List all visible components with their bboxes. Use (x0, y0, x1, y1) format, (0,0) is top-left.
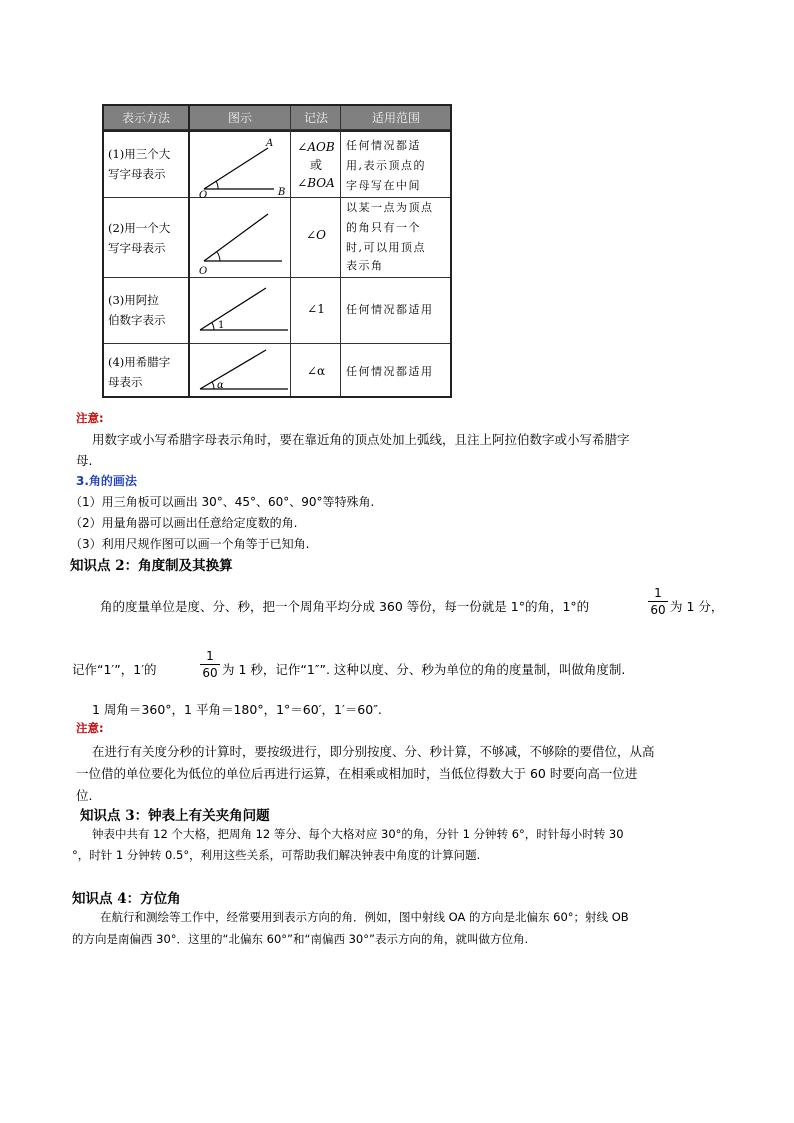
fraction-1-60: 1 60 (648, 586, 668, 617)
angle-aob-diagram (192, 132, 292, 198)
table-row (104, 344, 450, 398)
header-diagram: 图示 (227, 111, 252, 125)
scope-line: 任何情况都适 (346, 139, 421, 152)
notation-aob: ∠AOB 或 ∠BOA (297, 140, 335, 190)
paragraph-text: 为 1 秒，记作“1″”. 这种以度、分、秒为单位的角的度量制，叫做角度制. (222, 662, 626, 677)
label-o: O (199, 190, 208, 198)
label-a: A (266, 138, 274, 149)
paragraph-text: °，时针 1 分钟转 0.5°，利用这些关系，可帮助我们解决钟表中角度的计算问题. (72, 848, 481, 862)
note-title: 注意: (76, 411, 104, 425)
label-1: 1 (218, 320, 225, 331)
paragraph-text: 角的度量单位是度、分、秒，把一个周角平均分成 360 等份，每一份就是 1°的角，1°的 (100, 599, 590, 614)
section-heading: 知识点 3：钟表上有关夹角问题 (80, 808, 270, 824)
section-heading: 知识点 4：方位角 (72, 891, 181, 907)
fraction-1-60: 1 60 (200, 649, 220, 680)
method-line: (2)用一个大 (108, 221, 171, 235)
method-line: 伯数字表示 (108, 313, 166, 327)
angle-1-diagram (192, 278, 292, 344)
method-line: (4)用希腊字 (108, 355, 171, 369)
paragraph-text: 的方向是南偏西 30°．这里的“北偏东 60°”和“南偏西 30°”表示方向的角，就叫做方位角. (72, 932, 529, 946)
angle-notation-table (102, 104, 452, 398)
scope-line: 用,表示顶点的 (346, 159, 426, 172)
list-item: （1）用三角板可以画出 30°、45°、60°、90°等特殊角. (70, 495, 375, 509)
angle-o-diagram (192, 198, 292, 278)
table-row (104, 132, 450, 198)
table-row (104, 278, 450, 344)
paragraph-text: 钟表中共有 12 个大格，把周角 12 等分、每个大格对应 30°的角，分针 1 分钟转 6°，时针每小时转 30 (92, 827, 624, 841)
note-text: 在进行有关度分秒的计算时，要按级进行，即分别按度、分、秒计算，不够减，不够除的要借位，从高 (92, 744, 655, 759)
scope-line: 任何情况都适用 (346, 303, 434, 316)
label-b: B (278, 187, 286, 198)
note-title: 注意: (76, 721, 104, 735)
paragraph-text: 记作“1′”，1′的 (72, 662, 157, 677)
paragraph-text: 为 1 分， (670, 599, 724, 614)
method-line: 母表示 (108, 375, 143, 389)
label-o: O (199, 266, 208, 277)
scope-line: 的角只有一个 (346, 221, 421, 234)
list-item: （2）用量角器可以画出任意给定度数的角. (70, 516, 298, 530)
method-line: (1)用三个大 (108, 147, 171, 161)
paragraph-text: 1 周角＝360°，1 平角＝180°，1°＝60′，1′＝60″. (92, 702, 382, 717)
note-text: 母. (76, 453, 93, 468)
method-line: 写字母表示 (108, 167, 166, 181)
note-text: 一位借的单位要化为低位的单位后再进行运算，在相乘或相加时，当低位得数大于 60 时要向高一位进 (76, 766, 638, 781)
note-text: 用数字或小写希腊字母表示角时，要在靠近角的顶点处加上弧线，且注上阿拉伯数字或小写希腊字 (92, 432, 630, 447)
method-line: 写字母表示 (108, 241, 166, 255)
header-scope: 适用范围 (371, 111, 420, 125)
notation-1: ∠1 (307, 302, 325, 316)
notation-o: ∠O (306, 228, 326, 242)
notation-alpha: ∠α (306, 364, 326, 378)
label-alpha: α (217, 380, 224, 391)
header-notation: 记法 (303, 111, 328, 125)
scope-line: 以某一点为顶点 (346, 201, 434, 214)
method-line: (3)用阿拉 (108, 293, 159, 307)
scope-line: 任何情况都适用 (346, 365, 434, 378)
section-heading: 知识点 2：角度制及其换算 (70, 558, 233, 574)
angle-alpha-diagram (192, 344, 292, 398)
table-row (104, 198, 450, 278)
section-title: 3.角的画法 (76, 474, 137, 488)
note-text: 位. (76, 788, 93, 803)
table-header-row (104, 106, 450, 130)
scope-line: 表示角 (346, 259, 384, 272)
scope-line: 时,可以用顶点 (346, 241, 426, 254)
scope-line: 字母写在中间 (346, 179, 421, 192)
list-item: （3）利用尺规作图可以画一个角等于已知角. (70, 537, 310, 551)
paragraph-text: 在航行和测绘等工作中，经常要用到表示方向的角．例如，图中射线 OA 的方向是北偏东 60°；射线 OB (100, 910, 629, 924)
header-method: 表示方法 (121, 111, 170, 125)
